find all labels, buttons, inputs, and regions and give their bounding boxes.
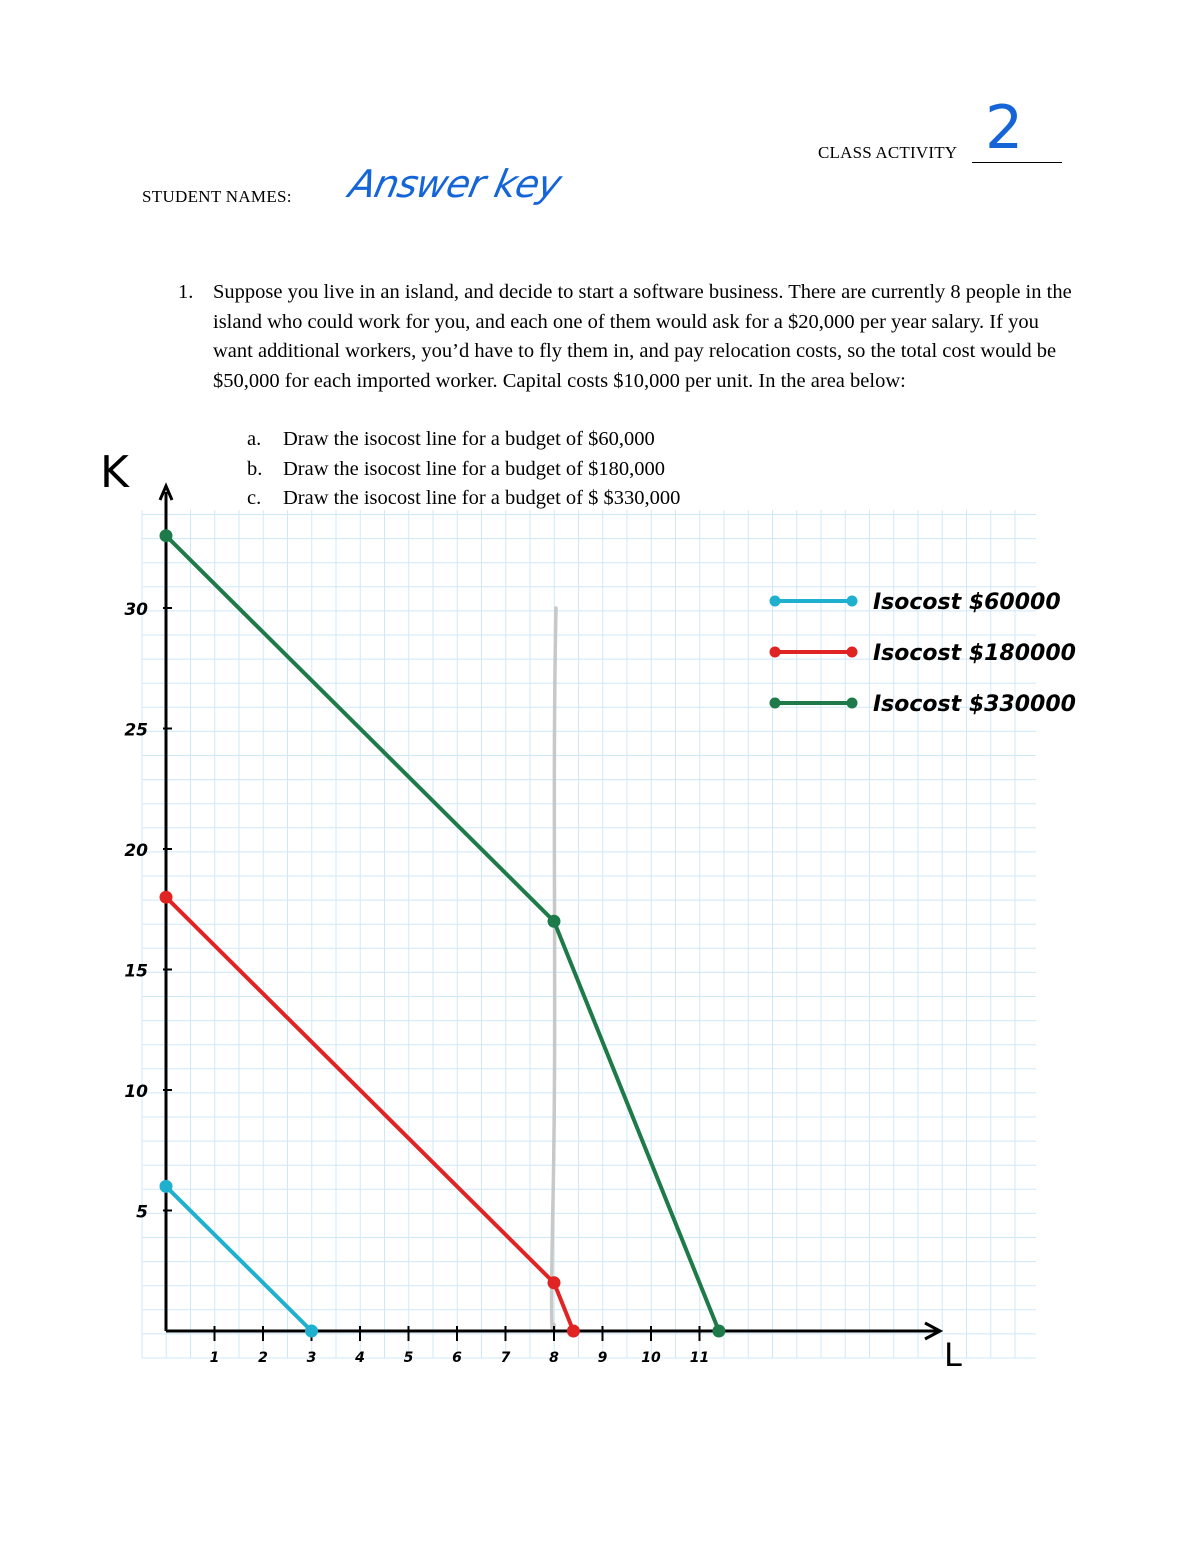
sub-item-letter: b. <box>247 457 263 480</box>
series-point-2 <box>160 891 173 904</box>
x-tick-label: 1 <box>209 1350 220 1366</box>
sub-item-text: Draw the isocost line for a budget of $ $330,000 <box>283 487 681 510</box>
x-tick-label: 2 <box>258 1350 268 1366</box>
series-line-2 <box>166 897 573 1331</box>
x-tick-label: 7 <box>500 1350 511 1366</box>
series-point-2 <box>548 1276 561 1289</box>
x-tick-label: 11 <box>689 1350 710 1366</box>
series-point-1 <box>160 1180 173 1193</box>
sub-item-text: Draw the isocost line for a budget of $60,000 <box>283 428 655 450</box>
legend-label-3: Isocost $330000 <box>873 692 1076 717</box>
y-tick-label: 15 <box>124 961 148 982</box>
x-tick-label: 10 <box>641 1350 661 1366</box>
legend-marker-2 <box>847 647 858 658</box>
student-names-label: STUDENT NAMES: <box>142 187 292 206</box>
y-tick-label: 20 <box>124 841 148 861</box>
class-activity-number: 2 <box>985 93 1024 163</box>
question-number: 1. <box>178 281 194 303</box>
y-tick-label: 5 <box>136 1202 148 1223</box>
sub-item-text: Draw the isocost line for a budget of $180,000 <box>283 457 666 480</box>
x-tick-label: 6 <box>452 1350 462 1366</box>
x-axis-label: L <box>944 1336 962 1374</box>
question-text: Suppose you live in an island, and decide to start a software business. There are currently 8 people in the island who could work for you, and each one of them would ask for a $20,000 per year salary. If you want additional workers, you’d have to fly them in, and pay relocation costs, so the total cost would be $50,000 for each imported worker. Capital costs $10,000 per unit. In the area below: <box>213 281 1072 392</box>
series-point-3 <box>160 529 173 542</box>
x-tick-label: 8 <box>549 1350 559 1366</box>
class-activity-label: CLASS ACTIVITY <box>818 143 958 162</box>
legend-marker-1 <box>847 596 858 607</box>
x-tick-label: 3 <box>306 1350 317 1366</box>
student-names-value: Answer key <box>345 162 565 206</box>
y-axis-label: K <box>100 447 129 498</box>
series-point-2 <box>567 1325 580 1338</box>
sub-item-letter: c. <box>247 487 262 510</box>
legend-label-2: Isocost $180000 <box>873 641 1076 666</box>
legend-marker-3 <box>770 698 781 709</box>
series-line-3 <box>166 536 719 1331</box>
legend-marker-2 <box>770 647 781 658</box>
legend-marker-3 <box>847 698 858 709</box>
reference-line <box>552 608 556 1331</box>
x-tick-label: 5 <box>403 1350 414 1366</box>
series-point-3 <box>548 915 561 928</box>
y-tick-label: 25 <box>124 720 148 741</box>
sub-item-letter: a. <box>247 428 262 450</box>
series-point-1 <box>305 1325 318 1338</box>
legend-label-1: Isocost $60000 <box>873 590 1061 615</box>
y-tick-label: 30 <box>124 600 148 620</box>
x-tick-label: 9 <box>597 1350 608 1366</box>
legend-marker-1 <box>770 596 781 607</box>
x-tick-label: 4 <box>355 1350 365 1366</box>
series-point-3 <box>712 1325 725 1338</box>
y-tick-label: 10 <box>124 1082 148 1102</box>
